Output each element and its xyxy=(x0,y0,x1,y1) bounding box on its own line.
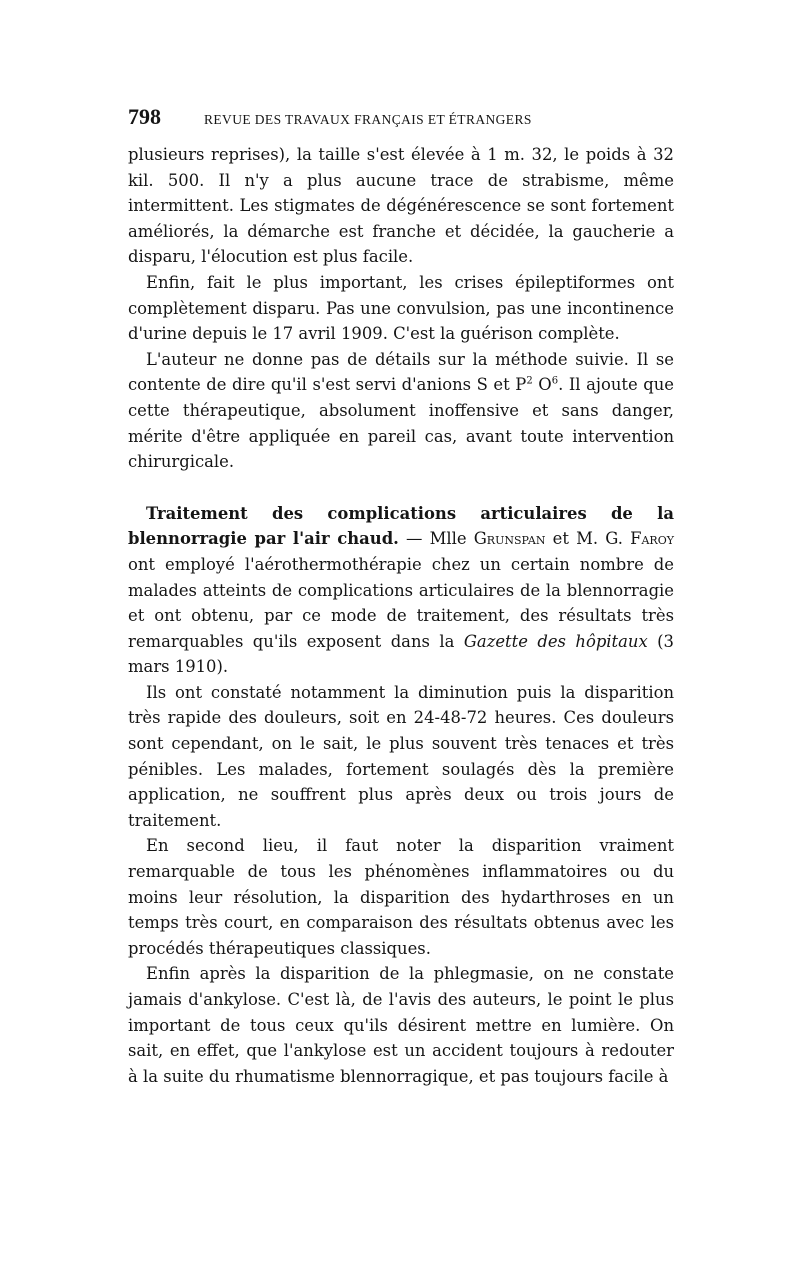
paragraph-continued: plusieurs reprises), la taille s'est élevée à 1 m. 32, le poids à 32 kil. 500. Il n'y a plus aucune trace de strabisme, même intermittent. Les stigmates de dégénérescence se sont fortement améliorés, la démarche est franche et décidée, la gaucherie a disparu, l'élocution est plus facile. xyxy=(128,145,674,267)
author-name: Grunspan xyxy=(473,529,546,549)
running-head: REVUE DES TRAVAUX FRANÇAIS ET ÉTRANGERS xyxy=(204,112,532,127)
paragraph-ankylose: Enfin après la disparition de la phlegmasie, on ne constate jamais d'ankylose. C'est là, de l'avis des auteurs, le point le plus important de tous ceux qu'ils désirent mettre en lumière. On sait, en effet, que l'ankylose est un accident toujours à redouter à la suite du rhumatisme blennorragique, et pas toujours facile à xyxy=(128,964,674,1086)
journal-title: Gazette des hôpitaux xyxy=(463,631,648,651)
paragraph-inflammation: En second lieu, il faut noter la disparition vraiment remarquable de tous les phénomènes inflammatoires ou du moins leur résolution, la disparition des hydarthroses en un temps très court, en comparaison des résultats obtenus avec les procédés thérapeutiques classiques. xyxy=(128,836,674,958)
superscript: 2 xyxy=(526,375,533,387)
book-page xyxy=(128,104,674,1089)
author-name: Faroy xyxy=(630,529,674,549)
section-intro-paragraph: Traitement des complications articulaires de la blennorragie par l'air chaud. — Mlle Grunspan et M. G. Faroy ont employé l'aérothermothérapie chez un certain nombre de malades atteints de complications articulaires de la blennorragie et ont obtenu, par ce mode de traitement, des résultats très remarquables qu'ils exposent dans la Gazette des hôpitaux (3 mars 1910). xyxy=(128,503,674,677)
superscript: 6 xyxy=(551,375,559,387)
page-number: 798 xyxy=(128,104,161,129)
section-gap xyxy=(128,475,674,501)
paragraph-crises: Enfin, fait le plus important, les crises épileptiformes ont complètement disparu. Pas une convulsion, pas une incontinence d'urine depuis le 17 avril 1909. C'est la guérison complète. xyxy=(128,272,674,344)
paragraph-douleurs: Ils ont constaté notamment la diminution puis la disparition très rapide des douleurs, soit en 24-48-72 heures. Ces douleurs sont cependant, on le sait, le plus souvent très tenaces et très pénibles. Les malades, fortement soulagés dès la première application, ne souffrent plus après deux ou trois jours de traitement. xyxy=(128,682,674,830)
section-title: Traitement des complications articulaires de la blennorragie par l'air chaud. xyxy=(128,503,674,549)
paragraph-method: L'auteur ne donne pas de détails sur la méthode suivie. Il se contente de dire qu'il s'est servi d'anions S et $P^2$ $O^6$. Il ajoute que cette thérapeutique, absolument inoffensive et sans danger, mérite d'être appliquée en pareil cas, avant toute intervention chirurgicale. xyxy=(128,349,674,472)
page-header xyxy=(128,104,674,142)
